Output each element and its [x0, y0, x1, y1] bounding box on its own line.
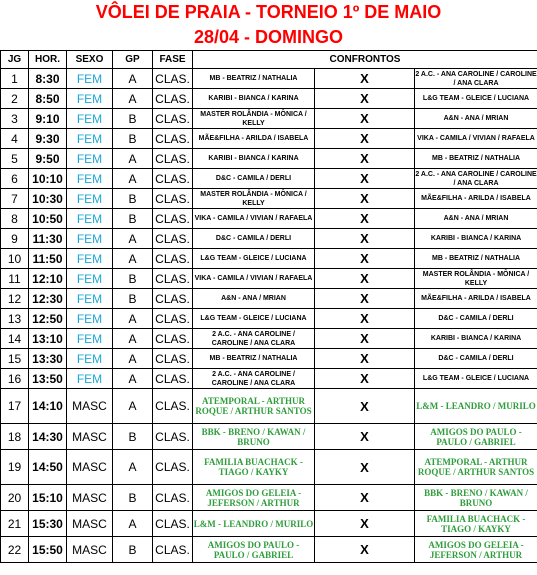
time-cell: 14:50	[29, 450, 67, 485]
group-cell: B	[113, 189, 153, 209]
table-row	[1, 249, 537, 269]
table-row	[1, 189, 537, 209]
game-number-cell: 7	[1, 189, 29, 209]
team2-cell: A&N - ANA / MRIAN	[415, 109, 537, 129]
table-row	[1, 229, 537, 249]
team1-cell: BBK - BRENO / KAWAN / BRUNO	[193, 424, 315, 450]
group-cell: B	[113, 209, 153, 229]
phase-cell: CLAS.	[153, 349, 193, 369]
game-number-cell: 1	[1, 69, 29, 89]
team1-cell: MASTER ROLÂNDIA - MÔNICA / KELLY	[193, 109, 315, 129]
header-confrontos: CONFRONTOS	[193, 51, 537, 69]
group-cell: A	[113, 349, 153, 369]
game-number-cell: 5	[1, 149, 29, 169]
team1-cell: VIKA - CAMILA / VIVIAN / RAFAELA	[193, 269, 315, 289]
group-cell: A	[113, 69, 153, 89]
gender-cell: FEM	[67, 269, 113, 289]
group-cell: B	[113, 537, 153, 563]
table-row	[1, 511, 537, 537]
team1-cell: MB - BEATRIZ / NATHALIA	[193, 349, 315, 369]
team1-cell: AMIGOS DO GELEIA - JEFERSON / ARTHUR	[193, 485, 315, 511]
phase-cell: CLAS.	[153, 269, 193, 289]
time-cell: 8:50	[29, 89, 67, 109]
team2-cell: D&C - CAMILA / DERLI	[415, 349, 537, 369]
phase-cell: CLAS.	[153, 149, 193, 169]
schedule-body	[1, 69, 537, 563]
team1-cell: MÃE&FILHA - ARILDA / ISABELA	[193, 129, 315, 149]
page-subtitle: 28/04 - DOMINGO	[193, 27, 344, 47]
team2-cell: VIKA - CAMILA / VIVIAN / RAFAELA	[415, 129, 537, 149]
team1-cell: KARIBI - BIANCA / KARINA	[193, 89, 315, 109]
phase-cell: CLAS.	[153, 537, 193, 563]
table-row	[1, 129, 537, 149]
group-cell: A	[113, 389, 153, 424]
versus-cell: X	[315, 149, 415, 169]
time-cell: 15:30	[29, 511, 67, 537]
time-cell: 11:30	[29, 229, 67, 249]
versus-cell: X	[315, 450, 415, 485]
team1-cell: D&C - CAMILA / DERLI	[193, 169, 315, 189]
gender-cell: FEM	[67, 169, 113, 189]
header-hor: HOR.	[29, 51, 67, 69]
game-number-cell: 17	[1, 389, 29, 424]
table-row	[1, 289, 537, 309]
phase-cell: CLAS.	[153, 109, 193, 129]
team1-cell: 2 A.C. - ANA CAROLINE / CAROLINE / ANA CLARA	[193, 369, 315, 389]
header-gp: GP	[113, 51, 153, 69]
team1-cell: D&C - CAMILA / DERLI	[193, 229, 315, 249]
time-cell: 9:30	[29, 129, 67, 149]
group-cell: A	[113, 329, 153, 349]
time-cell: 13:30	[29, 349, 67, 369]
group-cell: A	[113, 89, 153, 109]
versus-cell: X	[315, 329, 415, 349]
versus-cell: X	[315, 537, 415, 563]
phase-cell: CLAS.	[153, 169, 193, 189]
phase-cell: CLAS.	[153, 129, 193, 149]
table-row	[1, 269, 537, 289]
team2-cell: 2 A.C. - ANA CAROLINE / CAROLINE / ANA CLARA	[415, 170, 537, 187]
versus-cell: X	[315, 109, 415, 129]
team2-cell: L&G TEAM - GLEICE / LUCIANA	[415, 89, 537, 109]
phase-cell: CLAS.	[153, 309, 193, 329]
gender-cell: MASC	[67, 424, 113, 450]
versus-cell: X	[315, 129, 415, 149]
game-number-cell: 12	[1, 289, 29, 309]
table-row	[1, 309, 537, 329]
versus-cell: X	[315, 169, 415, 189]
gender-cell: MASC	[67, 450, 113, 485]
gender-cell: FEM	[67, 109, 113, 129]
header-row	[1, 51, 537, 69]
phase-cell: CLAS.	[153, 329, 193, 349]
game-number-cell: 2	[1, 89, 29, 109]
gender-cell: MASC	[67, 389, 113, 424]
team2-cell: FAMILIA BUACHACK - TIAGO / KAYKY	[415, 511, 537, 537]
time-cell: 9:10	[29, 109, 67, 129]
team2-cell: AMIGOS DO PAULO - PAULO / GABRIEL	[415, 424, 537, 450]
table-row	[1, 485, 537, 511]
header-fase: FASE	[153, 51, 193, 69]
game-number-cell: 9	[1, 229, 29, 249]
group-cell: A	[113, 229, 153, 249]
group-cell: A	[113, 511, 153, 537]
time-cell: 12:50	[29, 309, 67, 329]
team2-cell: MÃE&FILHA - ARILDA / ISABELA	[415, 289, 537, 309]
group-cell: A	[113, 169, 153, 189]
team2-cell: A&N - ANA / MRIAN	[415, 209, 537, 229]
team2-cell: D&C - CAMILA / DERLI	[415, 309, 537, 329]
table-row	[1, 169, 537, 189]
time-cell: 15:50	[29, 537, 67, 563]
phase-cell: CLAS.	[153, 511, 193, 537]
team2-cell: KARIBI - BIANCA / KARINA	[415, 329, 537, 349]
game-number-cell: 3	[1, 109, 29, 129]
phase-cell: CLAS.	[153, 389, 193, 424]
team1-cell: 2 A.C. - ANA CAROLINE / CAROLINE / ANA CLARA	[193, 329, 315, 349]
time-cell: 12:10	[29, 269, 67, 289]
versus-cell: X	[315, 369, 415, 389]
phase-cell: CLAS.	[153, 249, 193, 269]
phase-cell: CLAS.	[153, 89, 193, 109]
time-cell: 12:30	[29, 289, 67, 309]
game-number-cell: 4	[1, 129, 29, 149]
group-cell: B	[113, 109, 153, 129]
phase-cell: CLAS.	[153, 289, 193, 309]
group-cell: A	[113, 450, 153, 485]
group-cell: A	[113, 369, 153, 389]
time-cell: 15:10	[29, 485, 67, 511]
team2-cell: MB - BEATRIZ / NATHALIA	[415, 249, 537, 269]
table-row	[1, 424, 537, 450]
phase-cell: CLAS.	[153, 369, 193, 389]
versus-cell: X	[315, 485, 415, 511]
team2-cell: MÃE&FILHA - ARILDA / ISABELA	[415, 189, 537, 209]
gender-cell: FEM	[67, 329, 113, 349]
phase-cell: CLAS.	[153, 189, 193, 209]
group-cell: B	[113, 289, 153, 309]
table-row	[1, 89, 537, 109]
table-row	[1, 369, 537, 389]
gender-cell: FEM	[67, 89, 113, 109]
versus-cell: X	[315, 249, 415, 269]
table-row	[1, 329, 537, 349]
team1-cell: AMIGOS DO PAULO - PAULO / GABRIEL	[193, 537, 315, 563]
game-number-cell: 20	[1, 485, 29, 511]
team1-cell: L&G TEAM - GLEICE / LUCIANA	[193, 309, 315, 329]
game-number-cell: 16	[1, 369, 29, 389]
phase-cell: CLAS.	[153, 69, 193, 89]
versus-cell: X	[315, 511, 415, 537]
time-cell: 13:50	[29, 369, 67, 389]
team2-cell: ATEMPORAL - ARTHUR ROQUE / ARTHUR SANTOS	[415, 450, 537, 485]
versus-cell: X	[315, 309, 415, 329]
gender-cell: FEM	[67, 149, 113, 169]
phase-cell: CLAS.	[153, 209, 193, 229]
team2-cell: KARIBI - BIANCA / KARINA	[415, 229, 537, 249]
team1-cell: MASTER ROLÂNDIA - MÔNICA / KELLY	[193, 189, 315, 209]
game-number-cell: 13	[1, 309, 29, 329]
game-number-cell: 18	[1, 424, 29, 450]
phase-cell: CLAS.	[153, 450, 193, 485]
game-number-cell: 10	[1, 249, 29, 269]
gender-cell: MASC	[67, 485, 113, 511]
time-cell: 10:30	[29, 189, 67, 209]
time-cell: 10:10	[29, 169, 67, 189]
game-number-cell: 11	[1, 269, 29, 289]
gender-cell: FEM	[67, 289, 113, 309]
versus-cell: X	[315, 389, 415, 424]
table-row	[1, 109, 537, 129]
versus-cell: X	[315, 269, 415, 289]
time-cell: 9:50	[29, 149, 67, 169]
gender-cell: FEM	[67, 189, 113, 209]
gender-cell: FEM	[67, 209, 113, 229]
game-number-cell: 22	[1, 537, 29, 563]
gender-cell: FEM	[67, 309, 113, 329]
group-cell: B	[113, 269, 153, 289]
time-cell: 10:50	[29, 209, 67, 229]
group-cell: B	[113, 129, 153, 149]
time-cell: 14:10	[29, 389, 67, 424]
team1-cell: KARIBI - BIANCA / KARINA	[193, 149, 315, 169]
team1-cell: FAMILIA BUACHACK - TIAGO / KAYKY	[193, 450, 315, 485]
header-sexo: SEXO	[67, 51, 113, 69]
team2-cell: L&M - LEANDRO / MURILO	[415, 389, 537, 424]
phase-cell: CLAS.	[153, 229, 193, 249]
table-row	[1, 149, 537, 169]
game-number-cell: 14	[1, 329, 29, 349]
table-row	[1, 349, 537, 369]
team2-cell: AMIGOS DO GELEIA - JEFERSON / ARTHUR	[415, 537, 537, 563]
gender-cell: FEM	[67, 369, 113, 389]
versus-cell: X	[315, 189, 415, 209]
team1-cell: ATEMPORAL - ARTHUR ROQUE / ARTHUR SANTOS	[193, 389, 315, 424]
table-row	[1, 209, 537, 229]
team2-cell: BBK - BRENO / KAWAN / BRUNO	[415, 485, 537, 511]
group-cell: B	[113, 485, 153, 511]
time-cell: 14:30	[29, 424, 67, 450]
team2-cell: L&G TEAM - GLEICE / LUCIANA	[415, 369, 537, 389]
time-cell: 13:10	[29, 329, 67, 349]
game-number-cell: 19	[1, 450, 29, 485]
game-number-cell: 21	[1, 511, 29, 537]
phase-cell: CLAS.	[153, 485, 193, 511]
table-row	[1, 389, 537, 424]
table-row	[1, 537, 537, 563]
versus-cell: X	[315, 424, 415, 450]
gender-cell: FEM	[67, 229, 113, 249]
time-cell: 8:30	[29, 69, 67, 89]
versus-cell: X	[315, 209, 415, 229]
gender-cell: FEM	[67, 249, 113, 269]
group-cell: A	[113, 309, 153, 329]
team2-cell: 2 A.C. - ANA CAROLINE / CAROLINE / ANA CLARA	[415, 70, 537, 87]
team1-cell: L&M - LEANDRO / MURILO	[193, 511, 315, 537]
game-number-cell: 15	[1, 349, 29, 369]
group-cell: A	[113, 249, 153, 269]
table-row	[1, 450, 537, 485]
gender-cell: MASC	[67, 511, 113, 537]
header-jg: JG	[1, 51, 29, 69]
table-row	[1, 69, 537, 89]
team1-cell: MB - BEATRIZ / NATHALIA	[193, 69, 315, 89]
gender-cell: MASC	[67, 537, 113, 563]
phase-cell: CLAS.	[153, 424, 193, 450]
gender-cell: FEM	[67, 349, 113, 369]
versus-cell: X	[315, 69, 415, 89]
group-cell: B	[113, 424, 153, 450]
versus-cell: X	[315, 89, 415, 109]
team1-cell: L&G TEAM - GLEICE / LUCIANA	[193, 249, 315, 269]
team2-cell: MB - BEATRIZ / NATHALIA	[415, 149, 537, 169]
time-cell: 11:50	[29, 249, 67, 269]
game-number-cell: 8	[1, 209, 29, 229]
team1-cell: VIKA - CAMILA / VIVIAN / RAFAELA	[193, 209, 315, 229]
gender-cell: FEM	[67, 129, 113, 149]
game-number-cell: 6	[1, 169, 29, 189]
versus-cell: X	[315, 229, 415, 249]
schedule-table	[0, 50, 537, 563]
team1-cell: A&N - ANA / MRIAN	[193, 289, 315, 309]
versus-cell: X	[315, 289, 415, 309]
team2-cell: MASTER ROLÂNDIA - MÔNICA / KELLY	[415, 269, 537, 289]
page-title: VÔLEI DE PRAIA - TORNEIO 1º DE MAIO	[95, 2, 442, 22]
group-cell: A	[113, 149, 153, 169]
gender-cell: FEM	[67, 69, 113, 89]
versus-cell: X	[315, 349, 415, 369]
